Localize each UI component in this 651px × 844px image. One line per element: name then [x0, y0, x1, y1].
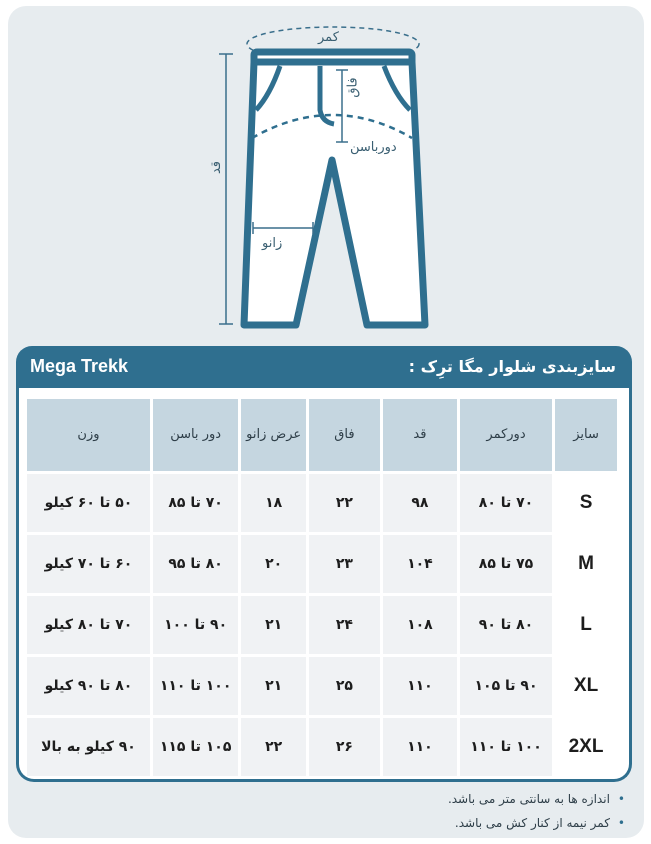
knee-label: زانو [262, 236, 283, 251]
cell-size: S [555, 474, 617, 532]
cell-size: M [555, 535, 617, 593]
cell-knee: ۲۱ [241, 596, 306, 654]
cell-length: ۱۰۴ [383, 535, 457, 593]
cell-length: ۱۱۰ [383, 657, 457, 715]
size-table-container [16, 388, 632, 782]
header-rise: فاق [309, 399, 380, 471]
brand-name: Mega Trekk [30, 356, 129, 376]
size-table [24, 396, 620, 779]
cell-size: XL [555, 657, 617, 715]
cell-waist: ۷۰ تا ۸۰ [460, 474, 552, 532]
table-row [27, 474, 617, 532]
waist-label: کمر [318, 30, 339, 45]
cell-length: ۱۰۸ [383, 596, 457, 654]
cell-size: 2XL [555, 718, 617, 776]
cell-weight: ۶۰ تا ۷۰ کیلو [27, 535, 150, 593]
cell-rise: ۲۶ [309, 718, 380, 776]
cell-length: ۹۸ [383, 474, 457, 532]
cell-knee: ۱۸ [241, 474, 306, 532]
header-hip: دور باسن [153, 399, 238, 471]
pants-illustration [0, 0, 651, 345]
cell-rise: ۲۲ [309, 474, 380, 532]
table-row [27, 718, 617, 776]
cell-size: L [555, 596, 617, 654]
pants-outline [244, 62, 425, 325]
cell-hip: ۹۰ تا ۱۰۰ [153, 596, 238, 654]
header-size: سایز [555, 399, 617, 471]
cell-hip: ۷۰ تا ۸۵ [153, 474, 238, 532]
notes-list [225, 788, 625, 836]
cell-hip: ۸۰ تا ۹۵ [153, 535, 238, 593]
header-length: قد [383, 399, 457, 471]
header-weight: وزن [27, 399, 150, 471]
cell-knee: ۲۱ [241, 657, 306, 715]
header-knee: عرض زانو [241, 399, 306, 471]
cell-weight: ۸۰ تا ۹۰ کیلو [27, 657, 150, 715]
cell-rise: ۲۵ [309, 657, 380, 715]
table-row [27, 535, 617, 593]
cell-rise: ۲۴ [309, 596, 380, 654]
cell-waist: ۹۰ تا ۱۰۵ [460, 657, 552, 715]
chart-header-banner [16, 346, 632, 392]
cell-weight: ۵۰ تا ۶۰ کیلو [27, 474, 150, 532]
note-waist-elastic: • کمر نیمه از کنار کش می باشد. [225, 812, 625, 836]
cell-rise: ۲۳ [309, 535, 380, 593]
cell-waist: ۷۵ تا ۸۵ [460, 535, 552, 593]
cell-waist: ۸۰ تا ۹۰ [460, 596, 552, 654]
rise-label: فاق [345, 77, 361, 98]
header-waist: دورکمر [460, 399, 552, 471]
cell-hip: ۱۰۰ تا ۱۱۰ [153, 657, 238, 715]
cell-weight: ۷۰ تا ۸۰ کیلو [27, 596, 150, 654]
note-units: • اندازه ها به سانتی متر می باشد. [225, 788, 625, 812]
cell-knee: ۲۰ [241, 535, 306, 593]
table-header-row [27, 399, 617, 471]
table-row [27, 657, 617, 715]
cell-hip: ۱۰۵ تا ۱۱۵ [153, 718, 238, 776]
hip-label: دورباسن [350, 140, 397, 155]
table-row [27, 596, 617, 654]
length-label: قد [209, 160, 225, 175]
cell-knee: ۲۲ [241, 718, 306, 776]
cell-waist: ۱۰۰ تا ۱۱۰ [460, 718, 552, 776]
cell-weight: ۹۰ کیلو به بالا [27, 718, 150, 776]
chart-title: سایزبندی شلوار مگا ترِک : [408, 357, 616, 376]
pants-diagram [0, 0, 651, 345]
cell-length: ۱۱۰ [383, 718, 457, 776]
